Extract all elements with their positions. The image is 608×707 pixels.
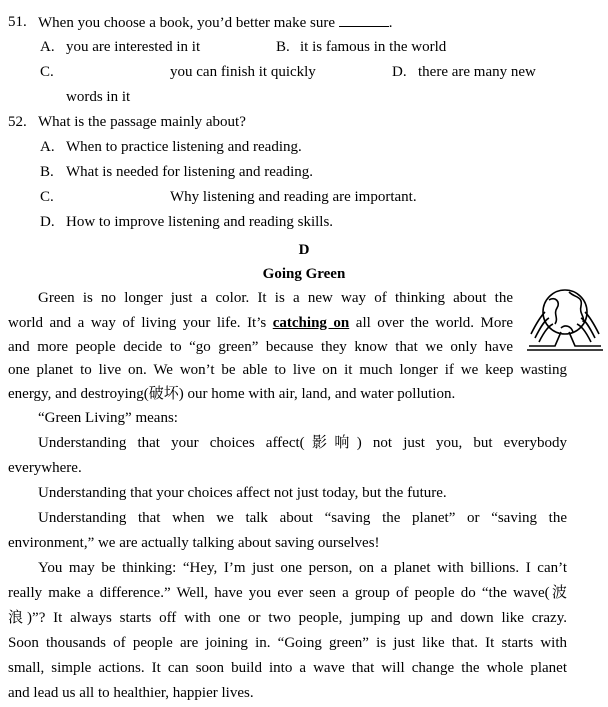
p1-line-1: Green is no longer just a color. It is a new way of thinking about the <box>38 290 513 306</box>
p2-line-2: really make a difference.” Well, have you ever seen a group of people do “the wave(波 <box>8 585 567 601</box>
q51-stem-text: When you choose a book, you’d better make sure <box>38 15 335 31</box>
meaning-1-line-2: everywhere. <box>8 460 82 476</box>
p1-line-3: and more people decide to “go green” because they know that we only have <box>8 339 513 355</box>
q51-stem-end: . <box>388 15 393 31</box>
p2-line-1: You may be thinking: “Hey, I’m just one person, on a planet with billions. I can’t <box>38 560 567 576</box>
q52-option-a-letter: A. <box>40 139 55 155</box>
p2-line-4: Soon thousands of people are joining in. “Going green” is just like that. It starts with <box>8 635 567 651</box>
meaning-2: Understanding that your choices affect not just today, but the future. <box>38 485 447 501</box>
p2-line-5: small, simple actions. It can soon build into a wave that will change the whole planet <box>8 660 567 676</box>
q51-option-a-letter: A. <box>40 39 55 55</box>
q51-number: 51. <box>8 14 27 30</box>
q51-option-d-cont: words in it <box>66 89 131 105</box>
q51-stem <box>38 12 393 33</box>
p1-line-5: energy, and destroying(破坏) our home with air, land, and water pollution. <box>8 386 456 402</box>
q51-option-a: you are interested in it <box>66 39 201 55</box>
q52-option-d-letter: D. <box>40 214 55 230</box>
meaning-1-line-1: Understanding that your choices affect(影响) not just you, but everybody <box>38 435 567 451</box>
q51-option-b-letter: B. <box>276 39 290 55</box>
q52-option-b: What is needed for listening and reading. <box>66 164 314 180</box>
green-living-heading: “Green Living” means: <box>38 410 178 426</box>
p1-line-2-pre: world and a way of living your life. It’s <box>8 315 267 331</box>
q51-option-c-letter: C. <box>40 64 54 80</box>
q52-stem: What is the passage mainly about? <box>38 114 246 130</box>
q51-option-b: it is famous in the world <box>300 39 447 55</box>
q52-option-d: How to improve listening and reading skills. <box>66 214 334 230</box>
answer-blank <box>339 12 389 27</box>
p1-line-2-post: all over the world. More <box>355 315 514 331</box>
p1-line-4: one planet to live on. We won’t be able to live on it much longer if we keep wasting <box>8 362 567 378</box>
q51-option-c: you can finish it quickly <box>170 64 316 80</box>
section-letter: D <box>298 242 310 258</box>
catching-on-phrase: catching on <box>272 315 350 331</box>
q52-option-b-letter: B. <box>40 164 54 180</box>
p2-line-6: and lead us all to healthier, happier lives. <box>8 685 254 701</box>
q52-number: 52. <box>8 114 27 130</box>
p1-line-2 <box>8 313 513 333</box>
q51-option-d: there are many new <box>418 64 536 80</box>
meaning-3-line-2: environment,” we are actually talking about saving ourselves! <box>8 535 380 551</box>
hands-holding-globe-icon <box>525 282 605 354</box>
q52-option-c: Why listening and reading are important. <box>170 189 417 205</box>
passage-title: Going Green <box>262 266 346 282</box>
meaning-3-line-1: Understanding that when we talk about “saving the planet” or “saving the <box>38 510 567 526</box>
q52-option-a: When to practice listening and reading. <box>66 139 302 155</box>
p2-line-3: 浪)”? It always starts off with one or two people, jumping up and down like crazy. <box>8 610 567 626</box>
q52-option-c-letter: C. <box>40 189 54 205</box>
q51-option-d-letter: D. <box>392 64 407 80</box>
